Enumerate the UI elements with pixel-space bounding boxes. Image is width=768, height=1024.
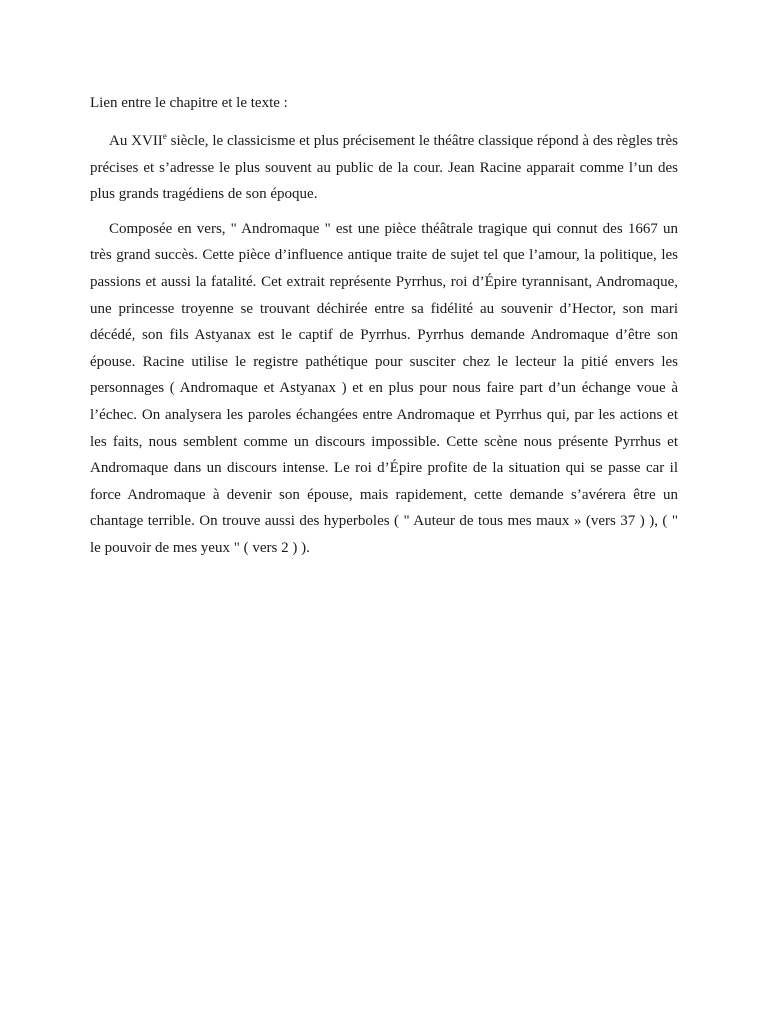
paragraph-intro-start: Au XVII <box>109 133 163 149</box>
paragraph-intro <box>90 128 678 208</box>
century-superscript: e <box>162 131 167 141</box>
document-page <box>90 92 678 570</box>
paragraph-analysis: Composée en vers, " Andromaque " est une pièce théâtrale tragique qui connut des 1667 un très grand succès. Cette pièce d’influence antique traite de sujet tel que l’amour, la politique, les passions et aussi la fatalité. Cet extrait représente Pyrrhus, roi d’Épire tyrannisant, Andromaque, une princesse troyenne se trouvant déchirée entre sa fidélité au souvenir d’Hector, son mari décédé, son fils Astyanax est le captif de Pyrrhus. Pyrrhus demande Andromaque d’être son épouse. Racine utilise le registre pathétique pour susciter chez le lecteur la pitié envers les personnages ( Andromaque et Astyanax ) et en plus pour nous faire part d’un échange voue à l’échec. On analysera les paroles échangées entre Andromaque et Pyrrhus qui, par les actions et les faits, nous semblent comme un discours impossible. Cette scène nous présente Pyrrhus et Andromaque dans un discours intense. Le roi d’Épire profite de la situation qui se passe car il force Andromaque à devenir son épouse, mais rapidement, cette demande s’avérera être un chantage terrible. On trouve aussi des hyperboles ( " Auteur de tous mes maux » (vers 37 ) ), ( " le pouvoir de mes yeux " ( vers 2 ) ). <box>90 220 678 556</box>
paragraph-intro-rest: siècle, le classicisme et plus précisement le théâtre classique répond à des règles très précises et s’adresse le plus souvent au public de la cour. Jean Racine apparait comme l’un des plus grands tragédiens de son époque. <box>90 133 678 203</box>
section-heading: Lien entre le chapitre et le texte : <box>90 95 288 111</box>
